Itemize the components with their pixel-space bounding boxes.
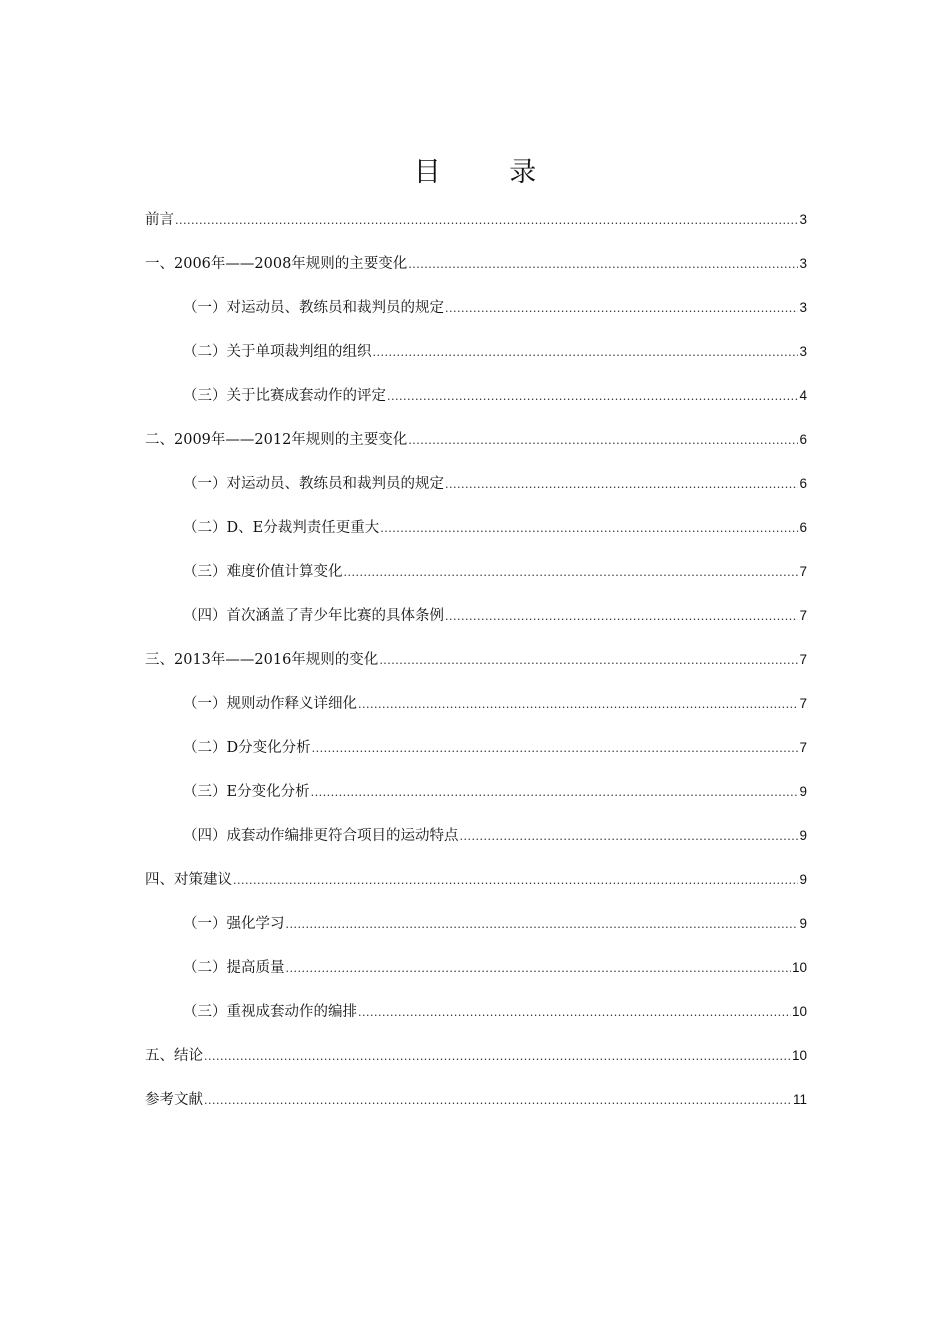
toc-dot-leader bbox=[380, 507, 798, 551]
toc-dot-leader bbox=[204, 1079, 792, 1123]
toc-page-number: 11 bbox=[792, 1092, 807, 1107]
toc-entry[interactable] bbox=[145, 374, 807, 418]
toc-page-number: 7 bbox=[799, 608, 807, 623]
toc-dot-leader bbox=[286, 947, 791, 991]
toc-page-number: 4 bbox=[799, 388, 807, 403]
toc-dot-leader bbox=[387, 375, 798, 419]
toc-entry-label: （二）D、E分裁判责任更重大 bbox=[183, 520, 380, 536]
toc-page-number: 3 bbox=[799, 256, 807, 271]
toc-entry[interactable] bbox=[145, 286, 807, 330]
toc-entry-label: 四、对策建议 bbox=[145, 872, 232, 888]
toc-entry[interactable] bbox=[145, 1078, 807, 1122]
toc-page-number: 3 bbox=[799, 344, 807, 359]
toc-entry[interactable] bbox=[145, 418, 807, 462]
toc-dot-leader bbox=[445, 595, 798, 639]
toc-entry-label: （三）重视成套动作的编排 bbox=[183, 1004, 357, 1020]
toc-entry[interactable] bbox=[145, 946, 807, 990]
toc-page-number: 7 bbox=[799, 740, 807, 755]
toc-entry-label: 二、2009年——2012年规则的主要变化 bbox=[145, 432, 408, 448]
toc-dot-leader bbox=[175, 199, 798, 243]
toc-entry[interactable] bbox=[145, 462, 807, 506]
toc-entry[interactable] bbox=[145, 990, 807, 1034]
toc-dot-leader bbox=[445, 463, 798, 507]
toc-page-number: 10 bbox=[791, 1048, 807, 1063]
toc-dot-leader bbox=[286, 903, 799, 947]
toc-dot-leader bbox=[344, 551, 799, 595]
toc-entry-label: （四）成套动作编排更符合项目的运动特点 bbox=[183, 828, 459, 844]
toc-page-number: 6 bbox=[799, 520, 807, 535]
toc-entry[interactable] bbox=[145, 902, 807, 946]
toc-page-number: 10 bbox=[791, 960, 807, 975]
toc-page-number: 7 bbox=[799, 652, 807, 667]
toc-entry[interactable] bbox=[145, 682, 807, 726]
toc-entry-label: （三）难度价值计算变化 bbox=[183, 564, 343, 580]
toc-entry-label: （二）提高质量 bbox=[183, 960, 285, 976]
toc-dot-leader bbox=[408, 243, 798, 287]
toc-entry-label: （三）关于比赛成套动作的评定 bbox=[183, 388, 386, 404]
toc-entry-label: 参考文献 bbox=[145, 1092, 203, 1108]
toc-dot-leader bbox=[373, 331, 799, 375]
toc-entry-label: 五、结论 bbox=[145, 1048, 203, 1064]
toc-page-number: 6 bbox=[799, 432, 807, 447]
toc-entry[interactable] bbox=[145, 550, 807, 594]
toc-dot-leader bbox=[312, 727, 799, 771]
toc-page-number: 7 bbox=[799, 564, 807, 579]
toc-entry[interactable] bbox=[145, 594, 807, 638]
toc-entry-label: 前言 bbox=[145, 212, 174, 228]
toc-entry-label: （一）强化学习 bbox=[183, 916, 285, 932]
toc-entry[interactable] bbox=[145, 506, 807, 550]
toc-entry[interactable] bbox=[145, 726, 807, 770]
toc-entry-label: （二）关于单项裁判组的组织 bbox=[183, 344, 372, 360]
toc-title: 目 录 bbox=[413, 157, 567, 189]
toc-entry[interactable] bbox=[145, 638, 807, 682]
toc-entry[interactable] bbox=[145, 330, 807, 374]
toc-entry[interactable] bbox=[145, 770, 807, 814]
toc-dot-leader bbox=[445, 287, 798, 331]
toc-page-number: 9 bbox=[799, 872, 807, 887]
toc-entry-label: （二）D分变化分析 bbox=[183, 740, 311, 756]
toc-page-number: 6 bbox=[799, 476, 807, 491]
toc-entry-label: （四）首次涵盖了青少年比赛的具体条例 bbox=[183, 608, 444, 624]
toc-entry-label: （一）规则动作释义详细化 bbox=[183, 696, 357, 712]
toc-dot-leader bbox=[358, 991, 791, 1035]
toc-entry[interactable] bbox=[145, 198, 807, 242]
toc-entry-label: 一、2006年——2008年规则的主要变化 bbox=[145, 256, 408, 272]
toc-page-number: 9 bbox=[799, 916, 807, 931]
toc-entry[interactable] bbox=[145, 814, 807, 858]
toc-dot-leader bbox=[358, 683, 798, 727]
table-of-contents bbox=[145, 198, 807, 1122]
toc-page-number: 9 bbox=[799, 784, 807, 799]
toc-dot-leader bbox=[204, 1035, 791, 1079]
toc-dot-leader bbox=[408, 419, 798, 463]
toc-entry-label: （一）对运动员、教练员和裁判员的规定 bbox=[183, 300, 444, 316]
toc-page-number: 10 bbox=[791, 1004, 807, 1019]
toc-entry[interactable] bbox=[145, 858, 807, 902]
toc-page-number: 3 bbox=[799, 300, 807, 315]
toc-entry[interactable] bbox=[145, 242, 807, 286]
toc-dot-leader bbox=[233, 859, 798, 903]
toc-entry-label: （三）E分变化分析 bbox=[183, 784, 310, 800]
toc-page-number: 3 bbox=[799, 212, 807, 227]
toc-dot-leader bbox=[379, 639, 798, 683]
toc-dot-leader bbox=[460, 815, 799, 859]
toc-page-number: 7 bbox=[799, 696, 807, 711]
toc-entry-label: 三、2013年——2016年规则的变化 bbox=[145, 652, 379, 668]
toc-entry-label: （一）对运动员、教练员和裁判员的规定 bbox=[183, 476, 444, 492]
toc-page-number: 9 bbox=[799, 828, 807, 843]
toc-dot-leader bbox=[311, 771, 799, 815]
toc-entry[interactable] bbox=[145, 1034, 807, 1078]
